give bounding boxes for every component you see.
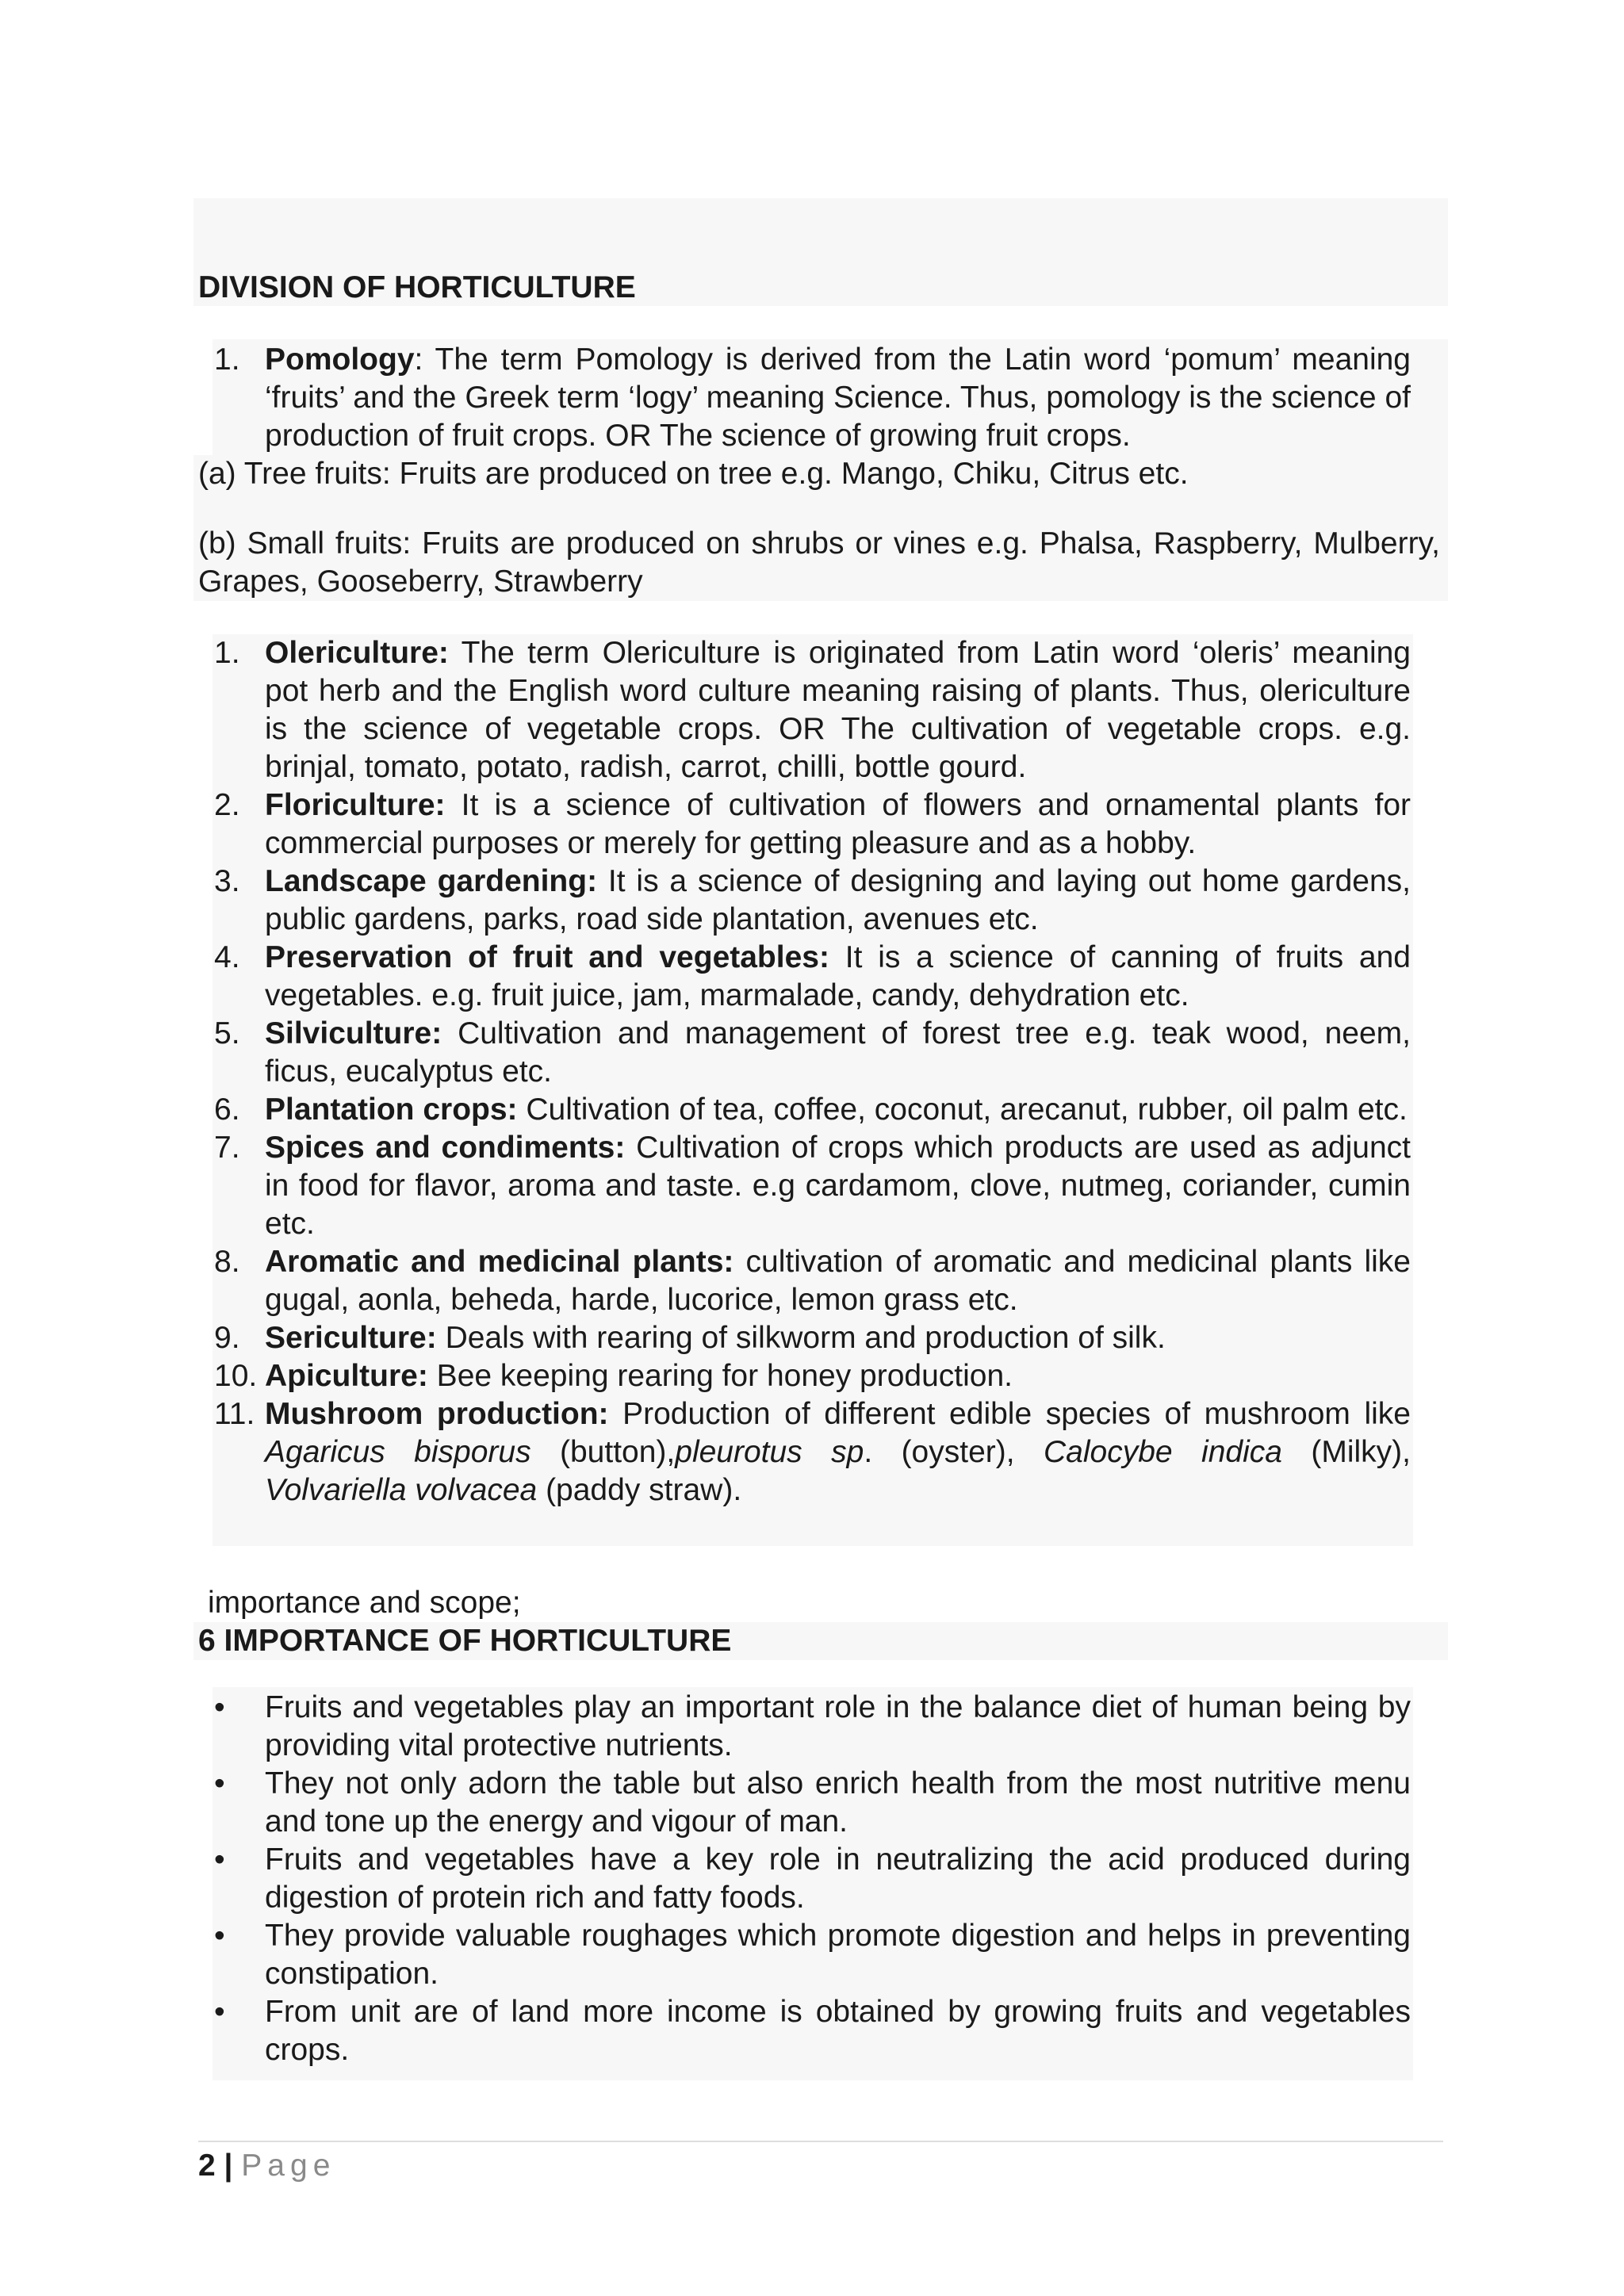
item-text: Cultivation of crops which products are used as adjunct in food for flavor, aroma and taste. e.g cardamom, clove, nutmeg, coriander, cumin etc. (265, 1131, 1411, 1241)
page-word: Page (241, 2149, 336, 2183)
item-term: Aromatic and medicinal plants: (265, 1245, 734, 1279)
item-text: (Milky), (1281, 1435, 1411, 1469)
item-text: It is a science of cultivation of flowers and ornamental plants for commercial purposes or merely for getting pleasure and as a hobby. (265, 788, 1411, 860)
bullet-icon: • (214, 1843, 225, 1877)
item-text: Production of different edible species of mushroom like (608, 1397, 1411, 1431)
list-number: 9. (214, 1321, 240, 1355)
page-footer (198, 2147, 335, 2185)
division-heading: DIVISION OF HORTICULTURE (198, 270, 636, 304)
bullet-text: From unit are of land more income is obtained by growing fruits and vegetables crops. (265, 1995, 1411, 2067)
bullet-icon: • (214, 1690, 225, 1724)
list-number: 11. (214, 1397, 255, 1431)
item-text: The term Olericulture is originated from Latin word ‘oleris’ meaning pot herb and the English word culture meaning raising of plants. Thus, olericulture is the science of vegetable crops. OR The cultivation of vegetable crops. e.g. brinjal, tomato, potato, radish, carrot, chilli, bottle gourd. (265, 636, 1411, 784)
bullet-text: They provide valuable roughages which promote digestion and helps in preventing constipation. (265, 1919, 1411, 1991)
bullet-item (0, 1689, 1411, 1765)
item-text: Bee keeping rearing for honey production. (427, 1359, 1013, 1393)
bullet-item (0, 1993, 1411, 2069)
pomology-list (0, 341, 1411, 455)
item-text: Deals with rearing of silkworm and production of silk. (436, 1321, 1166, 1355)
small-fruits-text: (b) Small fruits: Fruits are produced on shrubs or vines e.g. Phalsa, Raspberry, Mulberry, Grapes, Gooseberry, Strawberry (198, 526, 1440, 599)
list-number: 2. (214, 788, 240, 822)
item-text: . (oyster), (864, 1435, 1044, 1469)
footer-divider (198, 2141, 1443, 2142)
bullet-item (0, 1917, 1411, 1993)
item-text: (button), (530, 1435, 676, 1469)
list-item (0, 786, 1411, 863)
item-text: It is a science of canning of fruits and vegetables. e.g. fruit juice, jam, marmalade, candy, dehydration etc. (265, 940, 1411, 1012)
footer-separator: | (215, 2149, 242, 2183)
species-name: Agaricus bisporus (265, 1435, 531, 1469)
list-number: 5. (214, 1016, 240, 1050)
list-number: 8. (214, 1245, 240, 1279)
item-term: Mushroom production: (265, 1397, 609, 1431)
list-item (0, 634, 1411, 786)
list-number: 6. (214, 1093, 240, 1127)
page-number: 2 (198, 2149, 216, 2183)
list-item (0, 1243, 1411, 1319)
list-item (0, 863, 1411, 939)
division-list (0, 634, 1411, 1510)
item-term: Spices and condiments: (265, 1131, 626, 1165)
list-item (0, 341, 1411, 455)
list-item (0, 1319, 1411, 1357)
list-number: 7. (214, 1131, 240, 1165)
item-term: Floriculture: (265, 788, 446, 822)
bullet-icon: • (214, 1766, 225, 1800)
list-item-mushroom (0, 1395, 1411, 1510)
list-number: 1. (214, 636, 240, 670)
species-name: Calocybe indica (1044, 1435, 1282, 1469)
list-number: 10. (214, 1359, 258, 1393)
item-term: Silviculture: (265, 1016, 442, 1050)
item-term: Plantation crops: (265, 1093, 518, 1127)
importance-intro: importance and scope; (208, 1586, 521, 1620)
list-item (0, 1357, 1411, 1395)
tree-fruits-text: (a) Tree fruits: Fruits are produced on tree e.g. Mango, Chiku, Citrus etc. (198, 457, 1189, 491)
item-text: Cultivation of tea, coffee, coconut, arecanut, rubber, oil palm etc. (517, 1093, 1408, 1127)
importance-bullets (0, 1689, 1411, 2069)
list-item (0, 1091, 1411, 1129)
list-item (0, 1129, 1411, 1243)
item-term: Pomology (265, 342, 415, 377)
item-term: Sericulture: (265, 1321, 437, 1355)
item-term: Preservation of fruit and vegetables: (265, 940, 829, 974)
bullet-text: Fruits and vegetables play an important role in the balance diet of human being by providing vital protective nutrients. (265, 1690, 1411, 1762)
bullet-item (0, 1765, 1411, 1841)
bullet-text: Fruits and vegetables have a key role in neutralizing the acid produced during digestion of protein rich and fatty foods. (265, 1843, 1411, 1915)
bullet-icon: • (214, 1919, 225, 1953)
list-number: 1. (214, 342, 240, 377)
item-term: Landscape gardening: (265, 864, 598, 898)
list-item (0, 1015, 1411, 1091)
item-text: (paddy straw). (537, 1473, 742, 1507)
bullet-icon: • (214, 1995, 225, 2029)
species-name: pleurotus sp (675, 1435, 864, 1469)
item-text: It is a science of designing and laying out home gardens, public gardens, parks, road side plantation, avenues etc. (265, 864, 1411, 936)
list-item (0, 939, 1411, 1015)
list-number: 4. (214, 940, 240, 974)
bullet-item (0, 1841, 1411, 1917)
species-name: Volvariella volvacea (265, 1473, 538, 1507)
item-term: Apiculture: (265, 1359, 428, 1393)
bullet-text: They not only adorn the table but also enrich health from the most nutritive menu and tone up the energy and vigour of man. (265, 1766, 1411, 1839)
item-text: Cultivation and management of forest tree e.g. teak wood, neem, ficus, eucalyptus etc. (265, 1016, 1411, 1089)
item-text: cultivation of aromatic and medicinal plants like gugal, aonla, beheda, harde, lucorice, lemon grass etc. (265, 1245, 1411, 1317)
item-text: : The term Pomology is derived from the Latin word ‘pomum’ meaning ‘fruits’ and the Greek term ‘logy’ meaning Science. Thus, pomology is the science of production of fruit crops. OR The science of growing fruit crops. (265, 342, 1411, 453)
list-number: 3. (214, 864, 240, 898)
importance-heading: 6 IMPORTANCE OF HORTICULTURE (198, 1624, 732, 1658)
item-term: Olericulture: (265, 636, 449, 670)
